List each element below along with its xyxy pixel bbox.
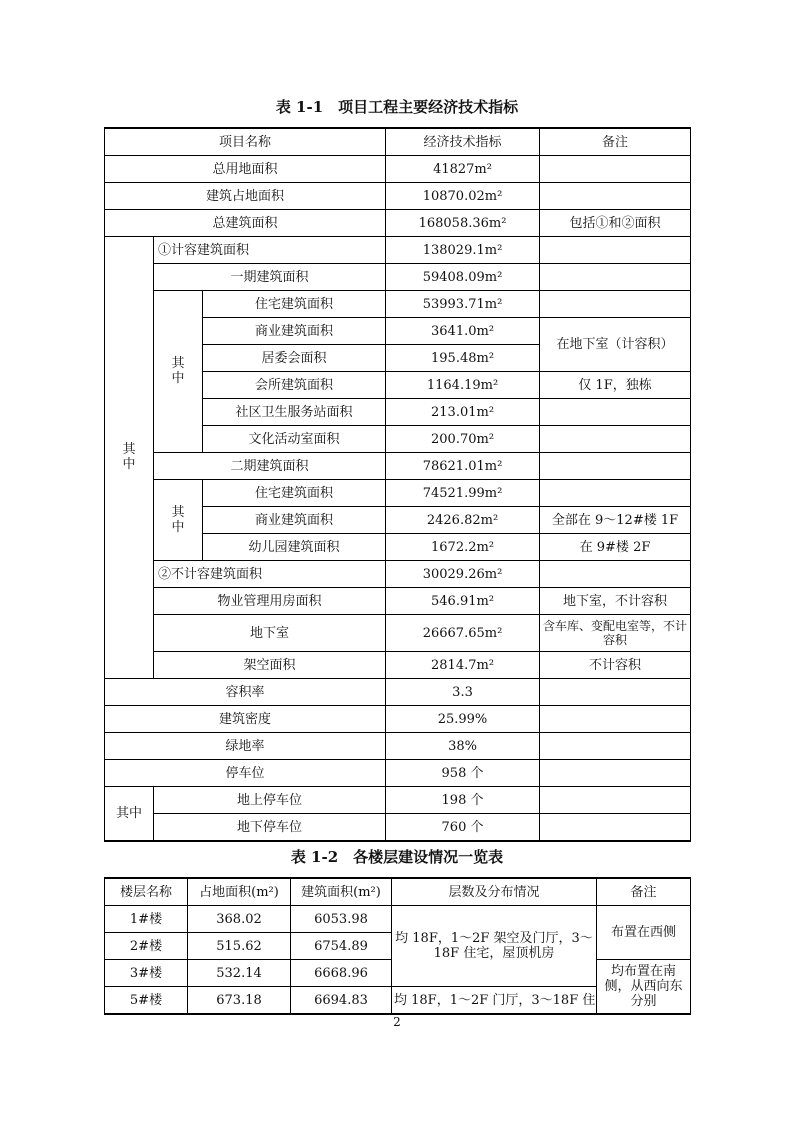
- table-row: 1#楼 368.02 6053.98 均 18F，1～2F 架空及门厅，3～18F 住宅，屋顶机房 布置在西侧: [105, 906, 691, 933]
- table-row: 物业管理用房面积 546.91m² 地下室，不计容积: [105, 588, 691, 615]
- table-row: 停车位 958 个: [105, 760, 691, 787]
- table-row: 商业建筑面积 2426.82m² 全部在 9～12#楼 1F: [105, 507, 691, 534]
- table-row: 5#楼 673.18 6694.83 均 18F，1～2F 门厅，3～18F 住: [105, 987, 691, 1015]
- building-floors-table: [104, 877, 691, 1015]
- table-row: 会所建筑面积 1164.19m² 仅 1F，独栋: [105, 372, 691, 399]
- table-row: 绿地率 38%: [105, 733, 691, 760]
- table-row: 一期建筑面积 59408.09m²: [105, 264, 691, 291]
- table-row: 二期建筑面积 78621.01m²: [105, 453, 691, 480]
- side-label-phase1: 其中: [154, 291, 203, 453]
- table-row: 建筑占地面积 10870.02m²: [105, 183, 691, 210]
- page-number: 2: [393, 1015, 401, 1029]
- table-row: ②不计容建筑面积 30029.26m²: [105, 561, 691, 588]
- side-label-parking: 其中: [105, 787, 154, 842]
- table-row: 架空面积 2814.7m² 不计容积: [105, 652, 691, 679]
- side-label-qizhong: 其中: [105, 237, 154, 679]
- table-row: 地下室 26667.65m² 含车库、变配电室等，不计容积: [105, 615, 691, 652]
- table-row: 社区卫生服务站面积 213.01m²: [105, 399, 691, 426]
- note-west: 布置在西侧: [597, 906, 691, 960]
- header-note: 备注: [540, 128, 691, 156]
- economic-indicators-table: [104, 127, 691, 842]
- table-row: 总建筑面积 168058.36m² 包括①和②面积: [105, 210, 691, 237]
- table-row: 其中 ①计容建筑面积 138029.1m²: [105, 237, 691, 264]
- note-south: 均布置在南侧，从西向东分别: [597, 960, 691, 1015]
- table1-title: 表 1-1 项目工程主要经济技术指标: [275, 98, 519, 116]
- side-label-phase2: 其中: [154, 480, 203, 561]
- table-row: 文化活动室面积 200.70m²: [105, 426, 691, 453]
- table-row: 其中 住宅建筑面积 53993.71m²: [105, 291, 691, 318]
- header-indicator: 经济技术指标: [386, 128, 540, 156]
- table-row: 居委会面积 195.48m²: [105, 345, 691, 372]
- table2-title: 表 1-2 各楼层建设情况一览表: [290, 848, 504, 866]
- table-row: 总用地面积 41827m²: [105, 156, 691, 183]
- table-row: 2#楼 515.62 6754.89: [105, 933, 691, 960]
- floors-desc-b: 均 18F，1～2F 门厅，3～18F 住: [392, 987, 597, 1015]
- table-row: 其中 地上停车位 198 个: [105, 787, 691, 814]
- table-row: 幼儿园建筑面积 1672.2m² 在 9#楼 2F: [105, 534, 691, 561]
- table-row: 地下停车位 760 个: [105, 814, 691, 842]
- table-row: 商业建筑面积 3641.0m² 在地下室（计容积）: [105, 318, 691, 345]
- table-row: 3#楼 532.14 6668.96 均布置在南侧，从西向东分别: [105, 960, 691, 987]
- table-row: 其中 住宅建筑面积 74521.99m²: [105, 480, 691, 507]
- header-item-name: 项目名称: [105, 128, 386, 156]
- table-header-row: 楼层名称 占地面积(m²) 建筑面积(m²) 层数及分布情况 备注: [105, 878, 691, 906]
- table-row: 容积率 3.3: [105, 679, 691, 706]
- floors-desc-a: 均 18F，1～2F 架空及门厅，3～18F 住宅，屋顶机房: [392, 906, 597, 987]
- table-row: 建筑密度 25.99%: [105, 706, 691, 733]
- table-header-row: [105, 128, 691, 156]
